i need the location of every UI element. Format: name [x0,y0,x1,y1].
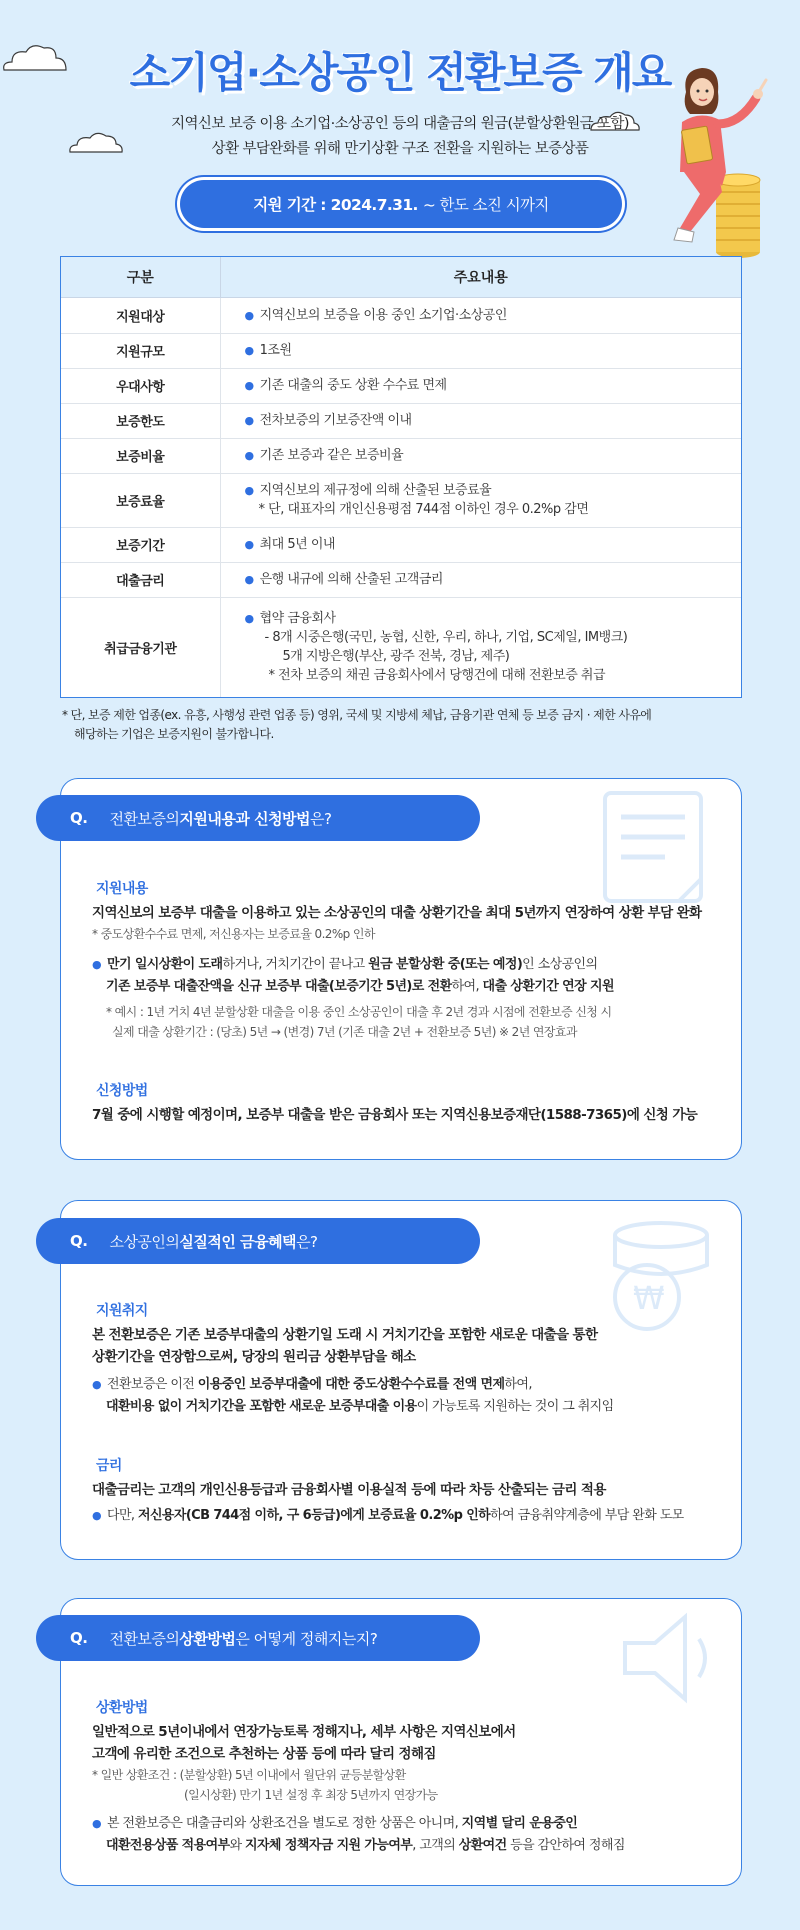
bullet-dot-icon: ● [244,484,254,497]
row-value [220,403,741,438]
page-title: 소기업·소상공인 전환보증 개요 [129,48,671,97]
row-label: 지원규모 [61,333,220,368]
coin-stack-icon [716,174,760,258]
period-value: ~ 한도 소진 시까지 [422,196,549,214]
bullet-strong: 대출 상환기간 연장 지원 [482,979,614,994]
q-title-bold: 지원내용과 신청방법 [179,809,311,828]
footnote-line: 해당하는 기업은 보증지원이 불가합니다. [74,727,274,741]
row-label: 보증비율 [61,438,220,473]
section-bullet [92,1505,732,1527]
q-title-post: 은 어떻게 정해지는지? [235,1629,378,1648]
bullet-dot-icon: ● [92,1378,101,1391]
bullet-dot-icon: ● [244,344,254,357]
section-lead: 고객에 유리한 조건으로 추천하는 상품 등에 따라 달리 정해짐 [92,1746,436,1762]
section-note: * 중도상환수수료 면제, 저신용자는 보증료율 0.2%p 인하 [92,927,375,941]
overview-table [60,256,742,698]
bullet-strong: 기존 보증부 대출잔액을 신규 보증부 대출(보증기간 5년)로 전환 [106,979,452,994]
bullet-strong: 이용중인 보증부대출에 대한 중도상환수수료를 전액 면제 [197,1377,505,1392]
row-label: 지원대상 [61,297,220,333]
row-text: 1조원 [259,343,292,358]
row-note: * 단, 대표자의 개인신용평점 744점 이하인 경우 0.2%p 감면 [258,502,589,517]
support-period-badge [180,180,622,228]
q2-rate-section [92,1455,732,1527]
bullet-strong: 상환여건 [458,1838,507,1853]
q-title-bold: 상환방법 [179,1629,236,1648]
q3-heading [36,1615,480,1661]
example-line: * 예시 : 1년 거치 4년 분할상환 대출을 이용 중인 소상공인이 대출 후 2년 경과 시점에 전환보증 신청 시 [106,1005,612,1019]
period-label: 지원 기간 : 2024.7.31. [253,196,418,214]
section-lead: 일반적으로 5년이내에서 연장가능토록 정해지나, 세부 사항은 지역신보에서 [92,1724,516,1740]
section-label: 금리 [92,1455,126,1475]
bullet-strong: 원금 분할상환 중(또는 예정) [368,957,523,972]
bullet-text: 하거나, 거치기간이 끝나고 [222,957,369,972]
row-sub: 5개 지방은행(부산, 광주 전북, 경남, 제주) [282,649,510,665]
bullet-text: 다만, [107,1508,138,1523]
table-header-row [61,257,741,297]
section-label: 상환방법 [92,1697,152,1717]
bullet-text: 와 [229,1838,246,1853]
bullet-text: 인 소상공인의 [522,957,598,972]
q-title-post: 은? [310,809,332,828]
bullet-text: 하여, [451,979,483,994]
table-row [61,403,741,438]
table-row [61,527,741,562]
bullet-dot-icon: ● [92,1817,101,1830]
section-lead: 7월 중에 시행할 예정이며, 보증부 대출을 받은 금융회사 또는 지역신용보증재단(1588-7365)에 신청 가능 [92,1107,698,1123]
row-text: 은행 내규에 의해 산출된 고객금리 [259,572,443,587]
bullet-text: 전환보증은 이전 [107,1377,198,1392]
bullet-strong: 지역별 달리 운용중인 [461,1816,578,1831]
q-marker: Q. [70,809,88,827]
table-row [61,297,741,333]
bullet-dot-icon: ● [92,1509,101,1522]
q-marker: Q. [70,1232,88,1250]
row-value [220,333,741,368]
bullet-dot-icon: ● [92,958,101,971]
row-text: 기존 보증과 같은 보증비율 [259,448,404,463]
q-title-pre: 전환보증의 [109,809,180,828]
q2-purpose-section [92,1300,732,1418]
q1-apply-section [92,1080,732,1126]
bullet-strong: 대환비용 없이 거치기간을 포함한 새로운 보증부대출 이용 [106,1399,417,1414]
section-label: 지원내용 [92,878,152,898]
character-illustration [660,62,790,262]
bullet-dot-icon: ● [244,414,254,427]
table-row [61,368,741,403]
example-line: 실제 대출 상환기간 : (당초) 5년 → (변경) 7년 (기존 대출 2년 + 전환보증 5년) ※ 2년 연장효과 [112,1025,577,1039]
table-row [61,333,741,368]
row-value [220,368,741,403]
footnote-line: * 단, 보증 제한 업종(ex. 유흥, 사행성 관련 업종 등) 영위, 국세 및 지방세 체납, 금융기관 연체 등 보증 금지 · 제한 사유에 [62,708,652,722]
row-value [220,297,741,333]
row-text: 지역신보의 보증을 이용 중인 소기업·소상공인 [259,307,507,323]
section-note: (일시상환) 만기 1년 설정 후 최장 5년까지 연장가능 [184,1788,438,1802]
section-lead: 대출금리는 고객의 개인신용등급과 금융회사별 이용실적 등에 따라 차등 산출되는 금리 적용 [92,1482,606,1498]
section-label: 지원취지 [92,1300,152,1320]
row-text: 최대 5년 이내 [259,537,335,552]
q2-heading [36,1218,480,1264]
bullet-text: , 고객의 [412,1838,459,1853]
row-label: 보증한도 [61,403,220,438]
table-row [61,562,741,597]
row-label: 보증료율 [61,473,220,527]
q3-repay-section [92,1697,732,1857]
bullet-dot-icon: ● [244,449,254,462]
table-row [61,597,741,697]
row-text: 협약 금융회사 [259,611,336,627]
row-value [220,527,741,562]
row-value [220,597,741,697]
q-title-pre: 전환보증의 [109,1629,180,1648]
row-value [220,438,741,473]
bullet-text: 하여, [504,1377,532,1392]
svg-text:₩: ₩ [633,1279,665,1317]
table-header-category: 구분 [61,257,220,297]
row-label: 대출금리 [61,562,220,597]
row-value [220,562,741,597]
section-lead: 상환기간을 연장함으로써, 당장의 원리금 상환부담을 해소 [92,1349,416,1365]
section-bullet [92,954,732,976]
bullet-text: 이 가능토록 지원하는 것이 그 취지임 [416,1399,614,1414]
q1-heading [36,795,480,841]
q1-support-section [92,878,732,1042]
section-lead: 본 전환보증은 기존 보증부대출의 상환기일 도래 시 거치기간을 포함한 새로운 대출을 통한 [92,1327,598,1343]
row-sub: - 8개 시중은행(국민, 농협, 신한, 우리, 하나, 기업, SC제일, IM뱅크) [264,630,628,646]
section-label: 신청방법 [92,1080,152,1100]
row-label: 취급금융기관 [61,597,220,697]
bullet-text: 하여 금융취약계층에 부담 완화 도모 [490,1508,684,1523]
bullet-strong: 지자체 정책자금 지원 가능여부 [245,1838,413,1853]
subtitle-line: 상환 부담완화를 위해 만기상환 구조 전환을 지원하는 보증상품 [211,141,589,157]
bullet-text: 본 전환보증은 대출금리와 상환조건을 별도로 정한 상품은 아니며, [107,1816,462,1831]
row-text: 지역신보의 제규정에 의해 산출된 보증료율 [259,483,492,498]
section-bullet-cont [92,976,732,998]
section-bullet [92,1813,732,1835]
table-row [61,438,741,473]
bullet-dot-icon: ● [244,573,254,586]
q-title-post: 은? [296,1232,318,1251]
bullet-dot-icon: ● [244,538,254,551]
row-label: 우대사항 [61,368,220,403]
section-bullet-cont [92,1835,732,1857]
table-header-content: 주요내용 [220,257,741,297]
bullet-strong: 대환전용상품 적용여부 [106,1838,230,1853]
row-label: 보증기간 [61,527,220,562]
row-value [220,473,741,527]
restriction-footnote [62,706,752,744]
section-note: * 일반 상환조건 : (분할상환) 5년 이내에서 월단위 균등분할상환 [92,1768,406,1782]
section-bullet [92,1374,732,1396]
bullet-dot-icon: ● [244,379,254,392]
q-marker: Q. [70,1629,88,1647]
subtitle-line: 지역신보 보증 이용 소기업·소상공인 등의 대출금의 원금(분할상환원금 포함) [171,116,629,132]
q-title-bold: 실질적인 금융혜택 [179,1232,297,1251]
section-lead: 지역신보의 보증부 대출을 이용하고 있는 소상공인의 대출 상환기간을 최대 5년까지 연장하여 상환 부담 완화 [92,905,702,921]
q-title-pre: 소상공인의 [109,1232,180,1251]
section-bullet-cont [92,1396,732,1418]
table-row [61,473,741,527]
row-text: 기존 대출의 중도 상환 수수료 면제 [259,378,447,393]
row-note: * 전차 보증의 채권 금융회사에서 당행건에 대해 전환보증 취급 [268,668,606,684]
bullet-dot-icon: ● [244,308,254,322]
bullet-strong: 저신용자(CB 744점 이하, 구 6등급)에게 보증료율 0.2%p 인하 [137,1508,491,1523]
row-text: 전차보증의 기보증잔액 이내 [259,413,412,428]
bullet-dot-icon: ● [244,612,254,626]
bullet-strong: 만기 일시상환이 도래 [107,957,223,972]
bullet-text: 등을 감안하여 정해짐 [506,1838,625,1853]
